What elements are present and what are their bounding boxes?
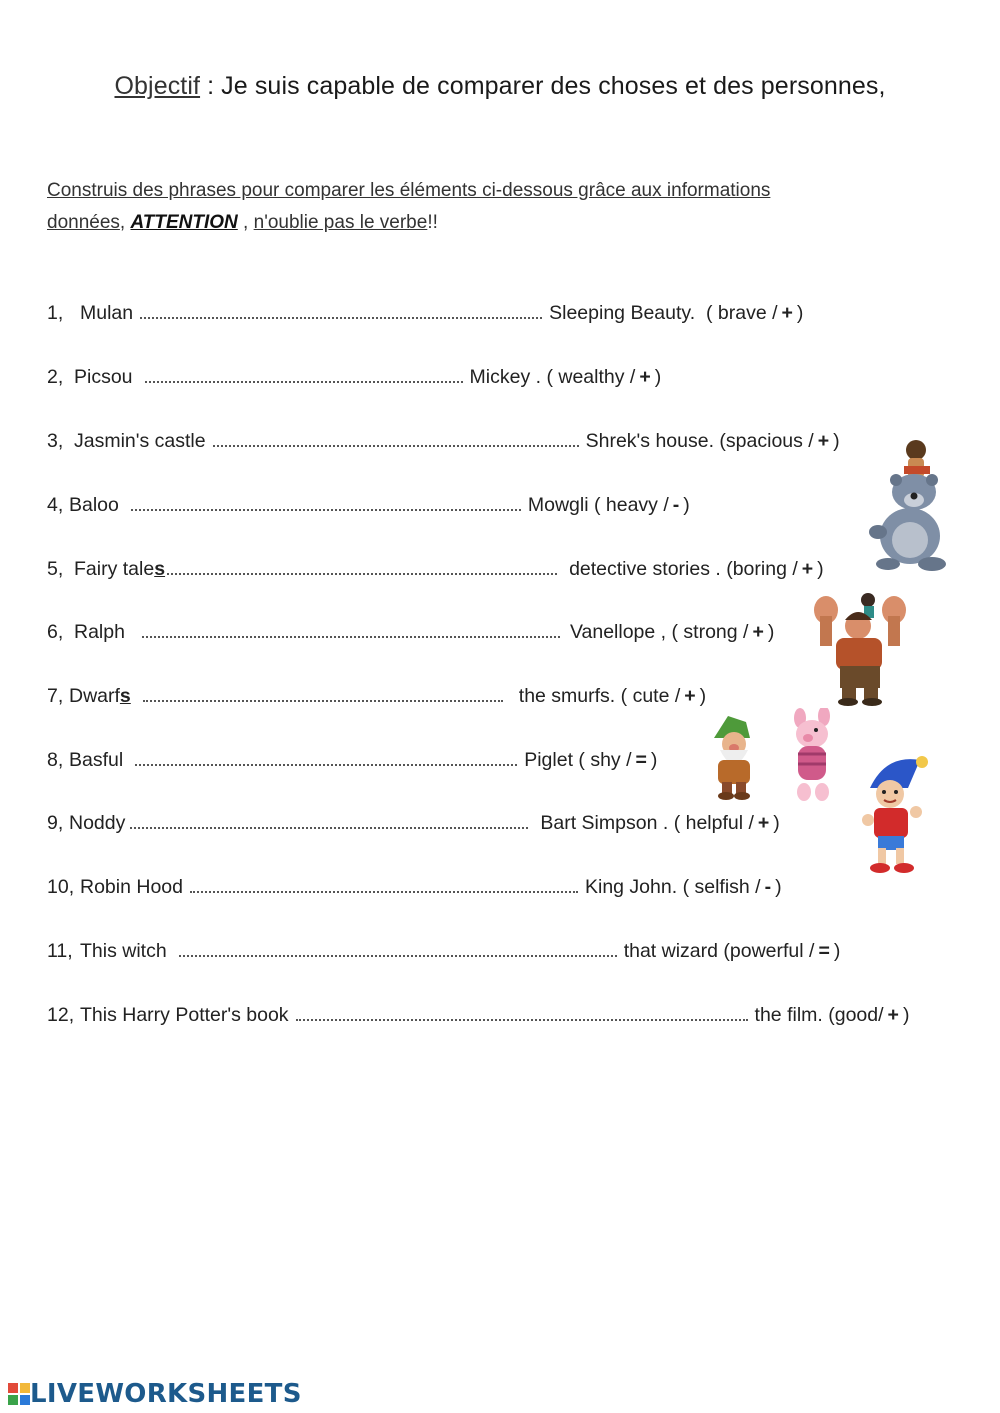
attention-label: ATTENTION (130, 212, 238, 233)
item-symbol: + (684, 685, 696, 707)
item-number: 11, (47, 940, 73, 962)
item-hint-close: ) (817, 558, 824, 580)
piglet-head (796, 720, 828, 748)
item-subject: Robin Hood (80, 876, 183, 898)
item-symbol: + (887, 1004, 899, 1026)
objective-label: Objectif (114, 72, 201, 100)
dwarf-tunic (718, 760, 750, 784)
item-symbol: + (817, 430, 830, 452)
item-subject: Noddy (69, 812, 126, 834)
item-hint: ( selfish / (682, 876, 761, 898)
piglet-illustration (778, 708, 848, 804)
answer-blank[interactable] (142, 622, 560, 638)
item-object: Sleeping Beauty. (549, 302, 696, 324)
item-subject: Ralph (74, 621, 125, 643)
instruction-comma1: , (119, 212, 131, 233)
ralph-overalls (840, 666, 880, 688)
item-suffix: s (119, 685, 131, 707)
mowgli-head (906, 440, 926, 460)
answer-blank[interactable] (296, 1005, 748, 1021)
item-hint-close: ) (699, 685, 707, 707)
answer-blank[interactable] (135, 750, 517, 766)
ralph-vanellope-illustration (812, 590, 908, 706)
item-subject: Jasmin's castle (74, 430, 206, 452)
answer-blank[interactable] (213, 431, 579, 447)
exercise-row (47, 1004, 909, 1032)
exercise-row (47, 558, 824, 586)
item-object: Mickey . (469, 366, 542, 388)
item-hint-close: ) (902, 1004, 910, 1026)
item-hint-close: ) (773, 812, 780, 834)
item-hint: (powerful / (723, 940, 815, 962)
exercise-row (47, 494, 690, 522)
answer-blank[interactable] (143, 686, 503, 702)
item-symbol: - (764, 876, 772, 898)
item-object: detective stories . (569, 558, 721, 580)
baloo-mowgli-illustration (866, 436, 952, 572)
item-hint: ( wealthy / (546, 366, 636, 388)
item-subject: Baloo (69, 494, 119, 516)
bashful-dwarf-illustration (706, 714, 762, 800)
item-hint: ( strong / (671, 621, 749, 643)
ralph-shirt (836, 638, 882, 670)
item-number: 7, (47, 685, 64, 707)
noddy-shirt (874, 808, 908, 838)
item-number: 6, (47, 621, 64, 643)
item-object: the film. (754, 1004, 823, 1026)
item-number: 2, (47, 366, 64, 388)
exercise-row (47, 940, 840, 968)
answer-blank[interactable] (179, 941, 617, 957)
objective-text: : Je suis capable de comparer des choses et des personnes, (200, 72, 886, 100)
exercise-row (47, 302, 803, 330)
exercise-row (47, 430, 840, 458)
exercise-row (47, 621, 774, 649)
item-subject: Picsou (74, 366, 133, 388)
item-symbol: + (752, 621, 764, 643)
instructions (47, 175, 927, 239)
item-number: 5, (47, 558, 64, 580)
instruction-part1: Construis des phrases pour comparer les éléments ci-dessous grâce aux informations (47, 180, 771, 201)
item-number: 3, (47, 430, 64, 452)
item-symbol: = (635, 749, 647, 771)
item-number: 4, (47, 494, 64, 516)
instruction-part3: n'oublie pas le verbe (253, 212, 428, 233)
answer-blank[interactable] (131, 495, 521, 511)
item-symbol: + (801, 558, 814, 580)
answer-blank[interactable] (140, 303, 542, 319)
exercise-row (47, 749, 657, 777)
item-object: the smurfs. (518, 685, 616, 707)
item-hint: ( shy / (578, 749, 632, 771)
item-hint-close: ) (833, 430, 840, 452)
item-hint-close: ) (767, 621, 775, 643)
exercise-row (47, 685, 706, 713)
answer-blank[interactable] (145, 367, 463, 383)
item-hint: ( cute / (620, 685, 681, 707)
brand-name: LIVEWORKSHEETS (30, 1379, 302, 1409)
item-hint: ( brave / (705, 302, 778, 324)
exercise-row (47, 366, 661, 394)
item-object: Shrek's house. (585, 430, 714, 452)
answer-blank[interactable] (130, 813, 528, 829)
item-subject: This witch (80, 940, 167, 962)
noddy-bell (916, 756, 928, 768)
item-symbol: = (818, 940, 830, 962)
noddy-face (876, 780, 904, 808)
exercise-row (47, 812, 780, 840)
item-hint: ( heavy / (593, 494, 669, 516)
item-object: Piglet (524, 749, 573, 771)
instruction-part2: données (47, 212, 120, 233)
item-suffix: s (154, 558, 166, 580)
item-number: 9, (47, 812, 64, 834)
item-hint-close: ) (796, 302, 804, 324)
item-symbol: - (672, 494, 680, 516)
item-object: Vanellope , (569, 621, 667, 643)
item-hint: (good/ (828, 1004, 884, 1026)
item-hint: ( helpful / (673, 812, 754, 834)
item-hint-close: ) (650, 749, 658, 771)
page-title (0, 72, 1000, 101)
instruction-exclamation: !! (427, 212, 438, 233)
item-number: 12, (47, 1004, 75, 1026)
item-subject: Basful (69, 749, 124, 771)
item-hint-close: ) (833, 940, 841, 962)
exercise-row (47, 876, 782, 904)
mowgli-loincloth (904, 466, 930, 474)
item-number: 1, (47, 302, 64, 324)
item-subject: Mulan (80, 302, 134, 324)
item-hint-close: ) (775, 876, 782, 898)
item-object: Bart Simpson . (540, 812, 669, 834)
answer-blank[interactable] (167, 559, 557, 575)
item-symbol: + (757, 812, 770, 834)
item-object: King John. (584, 876, 678, 898)
item-object: that wizard (623, 940, 718, 962)
instruction-comma2: , (237, 212, 254, 233)
item-symbol: + (781, 302, 793, 324)
item-symbol: + (639, 366, 651, 388)
item-subject: Dwarf (69, 685, 120, 707)
footer-branding (8, 1378, 302, 1410)
liveworksheets-logo-icon (8, 1383, 30, 1405)
item-hint: (boring / (726, 558, 798, 580)
noddy-illustration (856, 754, 936, 876)
vanellope-head (861, 593, 875, 607)
answer-blank[interactable] (190, 877, 578, 893)
item-subject: Fairy tale (74, 558, 155, 580)
item-number: 8, (47, 749, 64, 771)
item-hint-close: ) (654, 366, 662, 388)
item-object: Mowgli (527, 494, 589, 516)
item-subject: This Harry Potter's book (80, 1004, 289, 1026)
item-hint-close: ) (683, 494, 690, 516)
item-number: 10, (47, 876, 75, 898)
item-hint: (spacious / (719, 430, 814, 452)
